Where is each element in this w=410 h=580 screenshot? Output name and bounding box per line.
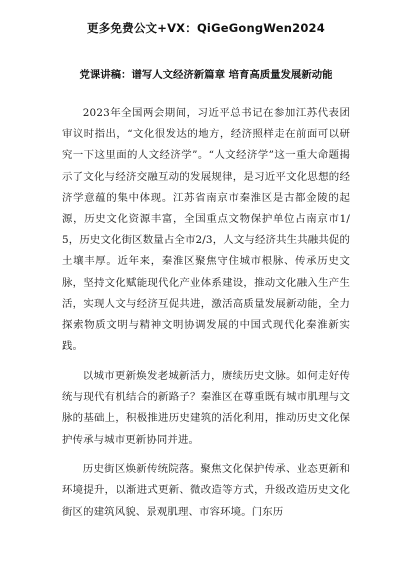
header-watermark: 更多免费公文+VX：QiGeGongWen2024 [87,21,325,35]
document-title: 党课讲稿：谱写人文经济新篇章 培育高质量发展新动能 [79,69,333,81]
body-paragraph: 历史街区焕新传统院落。聚焦文化保护传承、业态更新和环境提升，以渐进式更新、微改造等方式，升级改造历史文化街区的建筑风貌、景观肌理、市容环境。门东历 [62,463,350,518]
document-body [62,103,350,523]
body-paragraph: 2023年全国两会期间，习近平总书记在参加江苏代表团审议时指出，“文化很发达的地方，经济照样走在前面可以研究一下这里面的人文经济学”。“人文经济学”这一重大命题揭示了文化与经济交融互动的发展规律，是习近平文化思想的经济学意蕴的集中体现。江苏省南京市秦淮区是古都金陵的起源，历史文化资源丰富，全国重点文物保护单位占南京市1/5，历史文化街区数量占全市2/3，人文与经济共生共融共促的土壤丰厚。近年来，秦淮区聚焦守住城市根脉、传承历史文脉，坚持文化赋能现代化产业体系建设，推动文化融入生产生活，实现人文与经济互促共进，激活高质量发展新动能，全力探索物质文明与精神文明协调发展的中国式现代化秦淮新实践。 [62,107,350,353]
body-paragraph: 以城市更新焕发老城新活力，赓续历史文脉。如何走好传统与现代有机结合的新路子？秦淮区在尊重既有城市肌理与文脉的基础上，积极推进历史建筑的活化利用，推动历史文化保护传承与城市更新协同并进。 [62,369,350,446]
